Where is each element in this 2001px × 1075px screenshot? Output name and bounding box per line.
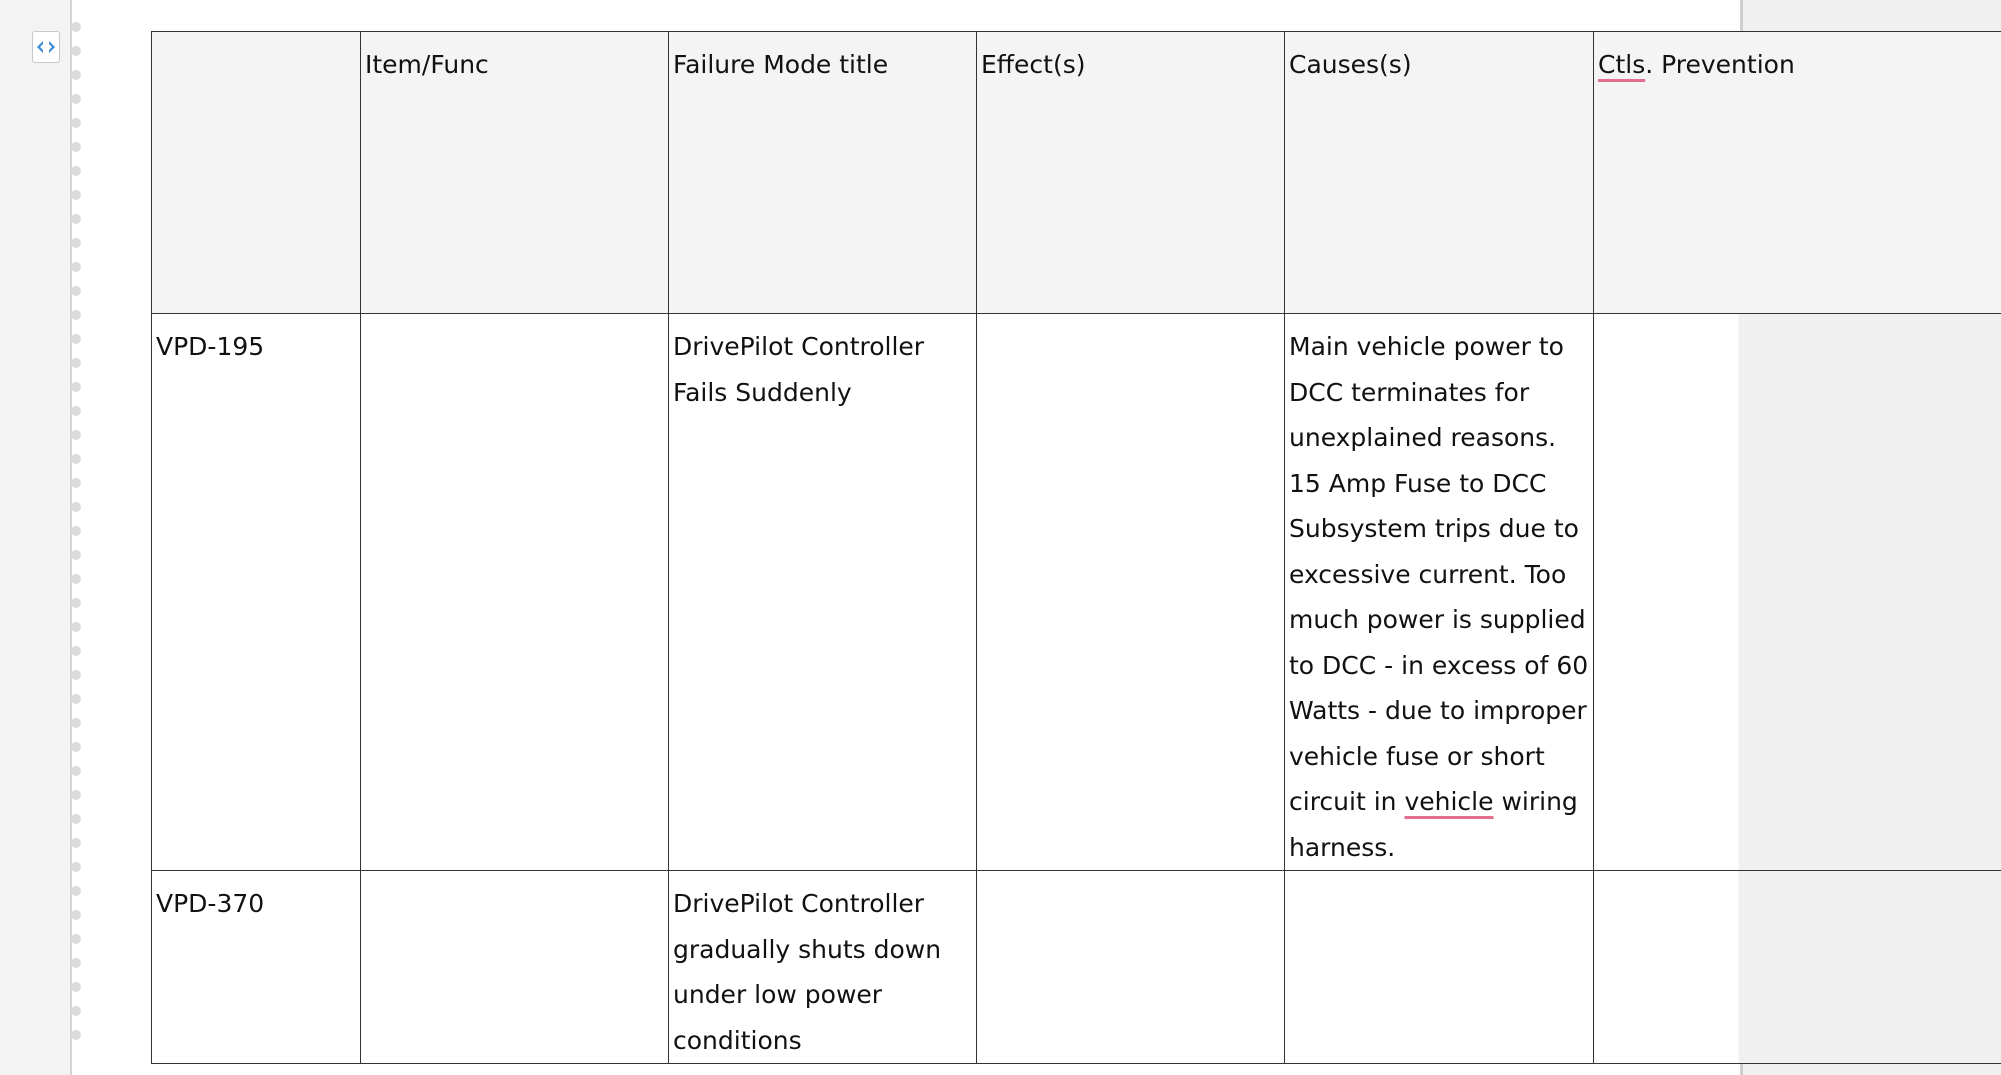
code-view-icon[interactable] bbox=[32, 31, 60, 63]
header-cell-id[interactable] bbox=[152, 32, 361, 314]
header-cell-ctls-prevention[interactable] bbox=[1594, 32, 2001, 314]
cell-id[interactable]: VPD-370 bbox=[152, 871, 361, 1064]
cell-failure-mode[interactable]: DrivePilot Controller Fails Suddenly bbox=[669, 314, 977, 871]
cell-ctls-prevention[interactable] bbox=[1594, 314, 2001, 871]
left-gutter bbox=[0, 0, 72, 1075]
header-text: . Prevention bbox=[1645, 50, 1795, 79]
cell-effects[interactable] bbox=[977, 314, 1285, 871]
notebook-binding bbox=[71, 22, 81, 1075]
header-cell-causes[interactable]: Causes(s) bbox=[1285, 32, 1594, 314]
cell-item-func[interactable] bbox=[361, 314, 669, 871]
cell-effects[interactable] bbox=[977, 871, 1285, 1064]
spellcheck-flagged-word[interactable]: Ctls bbox=[1598, 50, 1646, 79]
cell-causes[interactable] bbox=[1285, 871, 1594, 1064]
cell-causes[interactable] bbox=[1285, 314, 1594, 871]
header-cell-item-func[interactable]: Item/Func bbox=[361, 32, 669, 314]
table-row bbox=[152, 871, 2001, 1064]
fmea-table bbox=[151, 31, 2001, 1064]
table-row bbox=[152, 314, 2001, 871]
cause-text-end: wiring harness. bbox=[1289, 787, 1578, 862]
cell-item-func[interactable] bbox=[361, 871, 669, 1064]
cell-id[interactable]: VPD-195 bbox=[152, 314, 361, 871]
header-cell-effects[interactable]: Effect(s) bbox=[977, 32, 1285, 314]
header-cell-failure-mode[interactable]: Failure Mode title bbox=[669, 32, 977, 314]
cell-failure-mode[interactable]: DrivePilot Controller gradually shuts down under low power conditions bbox=[669, 871, 977, 1064]
cause-text: Main vehicle power to DCC terminates for unexplained reasons. 15 Amp Fuse to DCC Subsystem trips due to excessive current. Too much power is supplied to DCC - in excess of 60 Watts - due to improper vehicle fuse or short circuit in bbox=[1289, 332, 1589, 816]
spellcheck-flagged-word[interactable]: vehicle bbox=[1404, 787, 1494, 816]
cell-ctls-prevention[interactable] bbox=[1594, 871, 2001, 1064]
table-header-row bbox=[152, 32, 2001, 314]
